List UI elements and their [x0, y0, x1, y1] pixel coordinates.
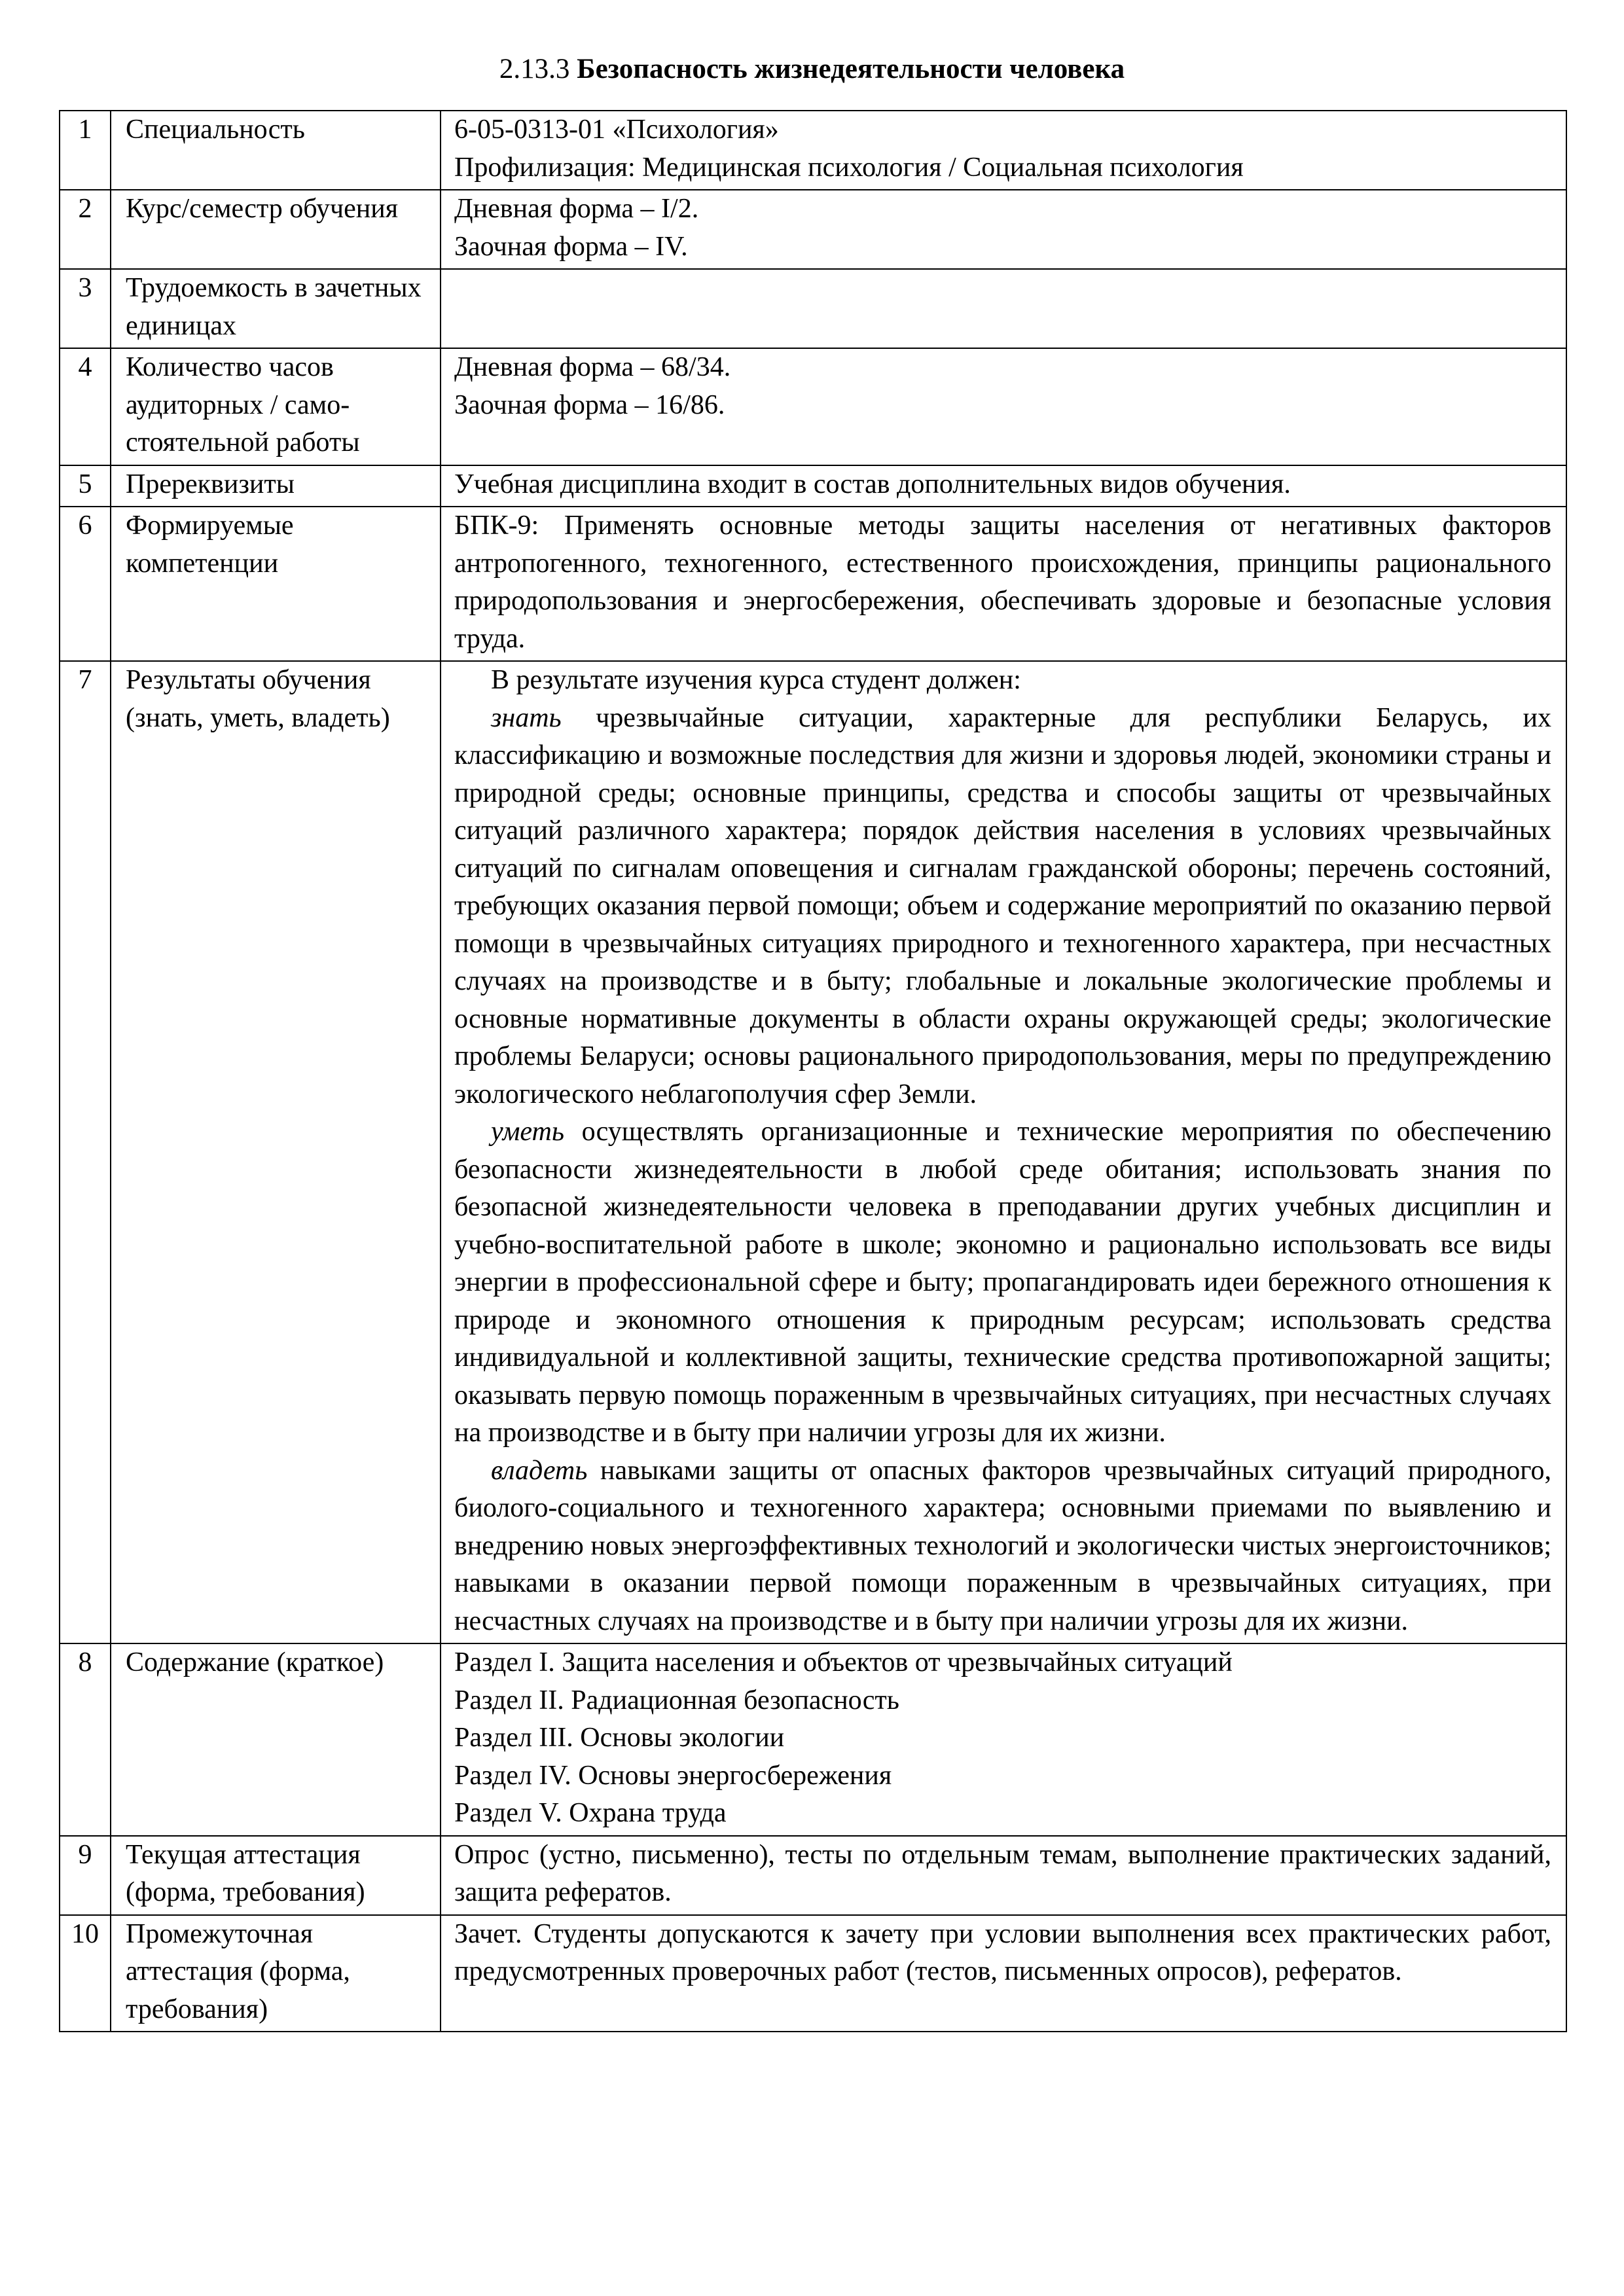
row-value [441, 190, 1566, 269]
content-section: Раздел IV. Основы энергосбережения [454, 1760, 892, 1791]
can-term: уметь [491, 1117, 564, 1147]
results-own [454, 1452, 1551, 1641]
row-value [441, 348, 1566, 465]
table-row [60, 269, 1566, 348]
row-number: 1 [60, 111, 111, 190]
row-value: Зачет. Студенты допускаются к зачету при условии выполнения всех практических работ, предусмотренных проверочных работ (тестов, письменных опросов), рефератов. [441, 1915, 1566, 2032]
row-number: 7 [60, 661, 111, 1643]
row-value: БПК-9: Применять основные методы защиты населения от негативных факторов антропогенного, техногенного, естественного происхождения, принципы рационального природопользования и энергосбережения, обеспечивать здоровые и безопасные условия труда. [441, 507, 1566, 661]
content-section: Раздел I. Защита населения и объектов от чрезвычайных ситуаций [454, 1647, 1233, 1677]
row-number: 8 [60, 1643, 111, 1836]
row-value: Опрос (устно, письменно), тесты по отдельным темам, выполнение практических заданий, защита рефератов. [441, 1836, 1566, 1915]
content-section: Раздел III. Основы экологии [454, 1723, 785, 1753]
table-row [60, 348, 1566, 465]
specialty-profile: Профилизация: Медицинская психология / Социальная психология [454, 152, 1244, 183]
row-label: Трудоемкость в зачетных единицах [111, 269, 441, 348]
row-number: 3 [60, 269, 111, 348]
own-text: навыками защиты от опасных факторов чрезвычайных ситуаций природного, биолого-социального и техногенного характера; основными приемами по выявлению и внедрению новых энергоэффективных технологий и экологически чистых энергоисточников; навыками в оказании первой помощи пораженным в чрезвычайных ситуациях, при несчастных случаях на производстве и в быту при наличии угрозы для их жизни. [454, 1455, 1551, 1636]
row-label: Специальность [111, 111, 441, 190]
row-label: Количество часов аудиторных / само-стоятельной работы [111, 348, 441, 465]
know-term: знать [491, 702, 562, 733]
results-intro: В результате изучения курса студент должен: [491, 665, 1021, 695]
row-number: 2 [60, 190, 111, 269]
row-number: 10 [60, 1915, 111, 2032]
row-label: Пререквизиты [111, 465, 441, 507]
row-label: Формируемые компетенции [111, 507, 441, 661]
own-term: владеть [491, 1455, 588, 1486]
discipline-table [59, 110, 1567, 2032]
row-value-empty [441, 269, 1566, 348]
can-text: осуществлять организационные и технические мероприятия по обеспечению безопасности жизнедеятельности в любой среде обитания; использовать знания по безопасной жизнедеятельности человека в преподавании других учебных дисциплин и учебно-воспитательной работе в школе; экономно и рационально использовать все виды энергии в профессиональной сфере и быту; пропагандировать идеи бережного отношения к природе и экономного отношения к природным ресурсам; использовать средства индивидуальной и коллективной защиты, технические средства противопожарной защиты; оказывать первую помощь пораженным в чрезвычайных ситуациях, при несчастных случаях на производстве и в быту при наличии угрозы для их жизни. [454, 1117, 1551, 1448]
specialty-code: 6-05-0313-01 «Психология» [454, 115, 779, 145]
row-number: 6 [60, 507, 111, 661]
row-number: 4 [60, 348, 111, 465]
table-row [60, 661, 1566, 1643]
day-form-hours: Дневная форма – 68/34. [454, 352, 731, 382]
row-number: 5 [60, 465, 111, 507]
row-label: Содержание (краткое) [111, 1643, 441, 1836]
results-know [454, 700, 1551, 1114]
table-row [60, 111, 1566, 190]
row-value [441, 111, 1566, 190]
page-title [0, 51, 1624, 88]
row-label: Курс/семестр обучения [111, 190, 441, 269]
table-row [60, 1915, 1566, 2032]
day-form-semester: Дневная форма – I/2. [454, 194, 699, 224]
row-label: Промежуточная аттестация (форма, требования) [111, 1915, 441, 2032]
table-row [60, 1836, 1566, 1915]
row-value [441, 661, 1566, 1643]
know-text: чрезвычайные ситуации, характерные для республики Беларусь, их классификацию и возможные последствия для жизни и здоровья людей, экономики страны и природной среды; основные принципы, средства и способы защиты от чрезвычайных ситуаций различного характера; порядок действия населения в условиях чрезвычайных ситуаций по сигналам оповещения и сигналам гражданской обороны; перечень состояний, требующих оказания первой помощи; объем и содержание мероприятий по оказанию первой помощи в чрезвычайных ситуациях природного и техногенного характера, при несчастных случаях на производстве и в быту; глобальные и локальные экологические проблемы и основные нормативные документы в области охраны окружающей среды; экологические проблемы Беларуси; основы рационального природопользования, меры по предупреждению экологического неблагополучия сфер Земли. [454, 702, 1551, 1109]
table-row [60, 507, 1566, 661]
row-label: Результаты обучения (знать, уметь, владеть) [111, 661, 441, 1643]
table-row [60, 465, 1566, 507]
row-value [441, 1643, 1566, 1836]
content-section: Раздел II. Радиационная безопасность [454, 1685, 899, 1715]
content-section: Раздел V. Охрана труда [454, 1798, 727, 1828]
table-row [60, 190, 1566, 269]
table-row [60, 1643, 1566, 1836]
row-number: 9 [60, 1836, 111, 1915]
row-value: Учебная дисциплина входит в состав дополнительных видов обучения. [441, 465, 1566, 507]
extramural-form-hours: Заочная форма – 16/86. [454, 389, 725, 420]
row-label: Текущая аттестация (форма, требования) [111, 1836, 441, 1915]
section-number: 2.13.3 [499, 54, 570, 84]
results-can [454, 1113, 1551, 1452]
section-title: Безопасность жизнедеятельности человека [577, 54, 1125, 84]
extramural-form-semester: Заочная форма – IV. [454, 231, 688, 262]
